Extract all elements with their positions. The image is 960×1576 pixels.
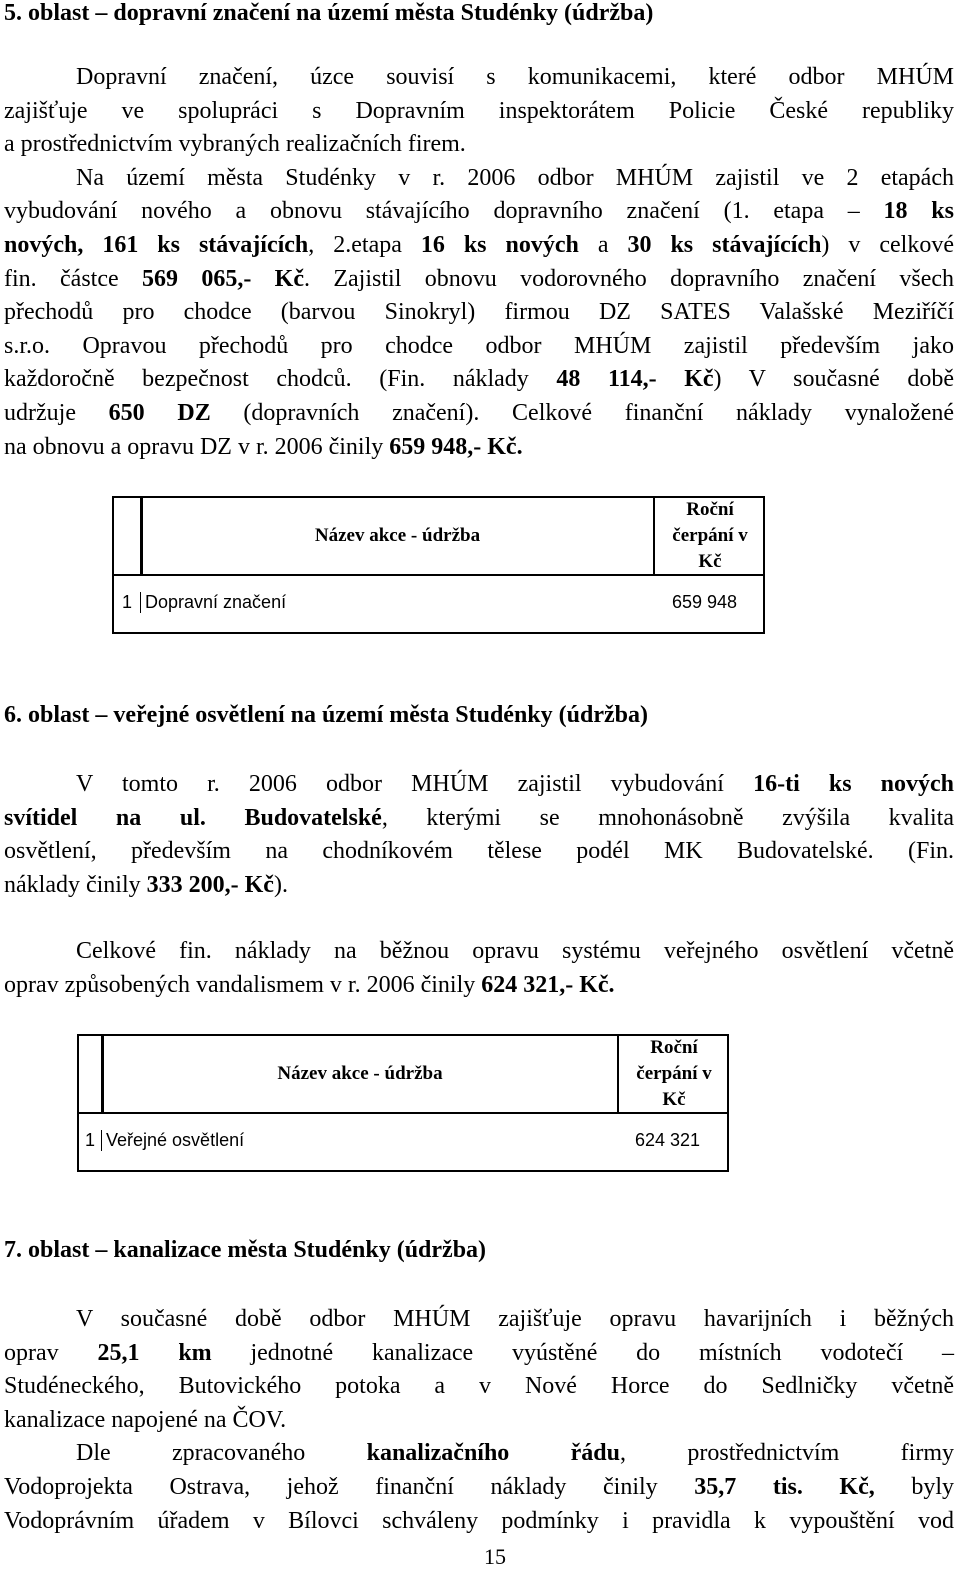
text-run-bold: 30 ks stávajících [627,231,822,258]
section-7-title-prefix: oblast – [28,1237,114,1263]
text-run: , kterými se mnohonásobně zvýšila kvalita [381,804,954,831]
text-run: Dle zpracovaného [76,1440,367,1467]
text-run-bold: 333 200,- Kč [146,871,274,898]
section-7-title: kanalizace města Studénky (údržba) [113,1237,487,1263]
text-line [4,363,954,397]
text-run-bold: 569 065,- Kč [141,265,305,292]
text-line [4,263,954,297]
text-line: s.r.o. Opravou přechodů pro chodce odbor MHÚM zajistil především jako [4,332,954,359]
section-6-heading [4,702,648,729]
header-line: Roční [650,1037,698,1058]
section-5-body [4,61,954,464]
section-6-body [4,768,954,902]
text-line [4,1337,954,1371]
text-run: , 2.etapa [308,231,421,258]
section-5-title: oblast – dopravní značení na území města Studénky (údržba) [28,0,654,26]
text-line [4,802,954,836]
text-run: ) v celkové [821,231,954,258]
text-line [4,768,954,802]
text-line: přechodů pro chodce (barvou Sinokryl) firmou DZ SATES Valašské Meziříčí [4,299,954,326]
maintenance-table-traffic [112,496,765,634]
row-value: 659 948 [672,592,738,612]
section-5-number: 5. [4,0,22,26]
text-run: vybudování nového a obnovu stávajícího dopravního značení (1. etapa – [4,198,884,225]
text-run: ) V současné době [713,366,954,393]
row-name: Dopravní značení [145,592,287,612]
text-run: oprav [4,1339,98,1366]
text-run: (dopravních značení). Celkové finanční náklady vynaložené [210,399,955,426]
header-line: čerpání v [672,525,748,546]
text-line [4,1437,954,1471]
maintenance-table-lighting [77,1034,729,1172]
column-header-value [617,1036,729,1112]
text-line: osvětlení, především na chodníkovém tělese podél MK Budovatelské. (Fin. [4,838,954,865]
text-run: náklady činily [4,871,147,898]
text-run-bold: 48 114,- Kč [556,366,714,393]
row-index: 1 [114,592,141,613]
text-run-bold: 16 ks nových [420,231,579,258]
text-line: V současné době odbor MHÚM zajišťuje opravu havarijních i běžných [76,1306,954,1332]
page-number: 15 [484,1544,506,1569]
section-7-heading [4,1237,486,1264]
text-run: . Zajistil obnovu vodorovného dopravního značení všech [304,265,955,292]
text-line: kanalizace napojené na ČOV. [4,1406,287,1433]
text-run-bold: 18 ks [883,198,954,225]
text-line: zajišťuje ve spolupráci s Dopravním inspektorátem Policie České republiky [4,97,954,124]
text-run-bold: 624 321,- Kč. [481,971,615,998]
text-line [4,869,954,903]
text-run-bold: 25,1 km [97,1339,212,1366]
text-run-bold: 659 948 [389,433,468,460]
text-run: každoročně bezpečnost chodců. (Fin. náklady [4,366,557,393]
header-line: Roční [686,499,734,520]
column-header-value [653,498,765,574]
text-run-bold: ,- Kč. [467,433,523,460]
text-run: byly [874,1473,955,1500]
text-line: Vodoprávním úřadem v Bílovci schváleny podmínky i pravidla k vypouštění vod [4,1507,954,1534]
text-line: Celkové fin. náklady na běžnou opravu systému veřejného osvětlení včetně [76,938,954,964]
column-header-name: Název akce - údržba [314,525,481,546]
section-7-number: 7. [4,1237,22,1263]
text-line: Studéneckého, Butovického potoka a v Nové Horce do Sedlničky včetně [4,1373,954,1400]
text-line [4,969,954,1003]
text-run: a [578,231,628,258]
text-line: a prostřednictvím vybraných realizačních firem. [4,131,466,158]
text-line [4,431,954,465]
text-line [4,229,954,263]
row-name: Veřejné osvětlení [106,1130,245,1150]
header-line: Kč [698,551,722,572]
row-index: 1 [79,1130,102,1151]
header-line: Kč [662,1089,686,1110]
table-header-row [114,498,763,576]
section-6-title: oblast – veřejné osvětlení na území města Studénky (údržba) [28,702,648,728]
section-7-body [4,1303,954,1538]
text-run: udržuje [4,399,109,426]
text-run-bold: nových, 161 ks stávajících [4,231,309,258]
text-run-bold: kanalizačního řádu [366,1440,621,1467]
text-run: ). [273,871,288,898]
text-line: Na území města Studénky v r. 2006 odbor MHÚM zajistil ve 2 etapách [76,164,954,191]
section-6-number: 6. [4,702,22,728]
text-line [4,397,954,431]
text-run: , prostřednictvím firmy [620,1440,955,1467]
table-row [79,1114,727,1170]
section-5-heading [4,0,653,27]
text-run-bold: svítidel na ul. Budovatelské [4,804,382,831]
table-header-row [79,1036,727,1114]
text-line [4,195,954,229]
text-run-bold: 650 DZ [108,399,211,426]
text-line: Dopravní značení, úzce souvisí s komunikacemi, které odbor MHÚM [76,64,954,90]
text-run: Vodoprojekta Ostrava, jehož finanční náklady činily [4,1473,695,1500]
text-run: V tomto r. 2006 odbor MHÚM zajistil vybudování [76,771,754,797]
text-run: oprav způsobených vandalismem v r. 2006 činily [4,971,482,998]
text-run: jednotné kanalizace vyústěné do místních vodotečí – [211,1339,954,1366]
text-run-bold: 16-ti ks nových [753,771,954,797]
text-run: na obnovu a opravu DZ v r. 2006 činily [4,433,390,460]
column-header-name: Název akce - údržba [277,1063,443,1084]
header-line: čerpání v [636,1063,712,1084]
table-row [114,576,763,632]
text-line [4,1471,954,1505]
section-6-body-2 [4,935,954,1002]
row-value: 624 321 [635,1130,701,1150]
text-run: fin. částce [4,265,142,292]
text-run-bold: 35,7 tis. Kč, [694,1473,875,1500]
